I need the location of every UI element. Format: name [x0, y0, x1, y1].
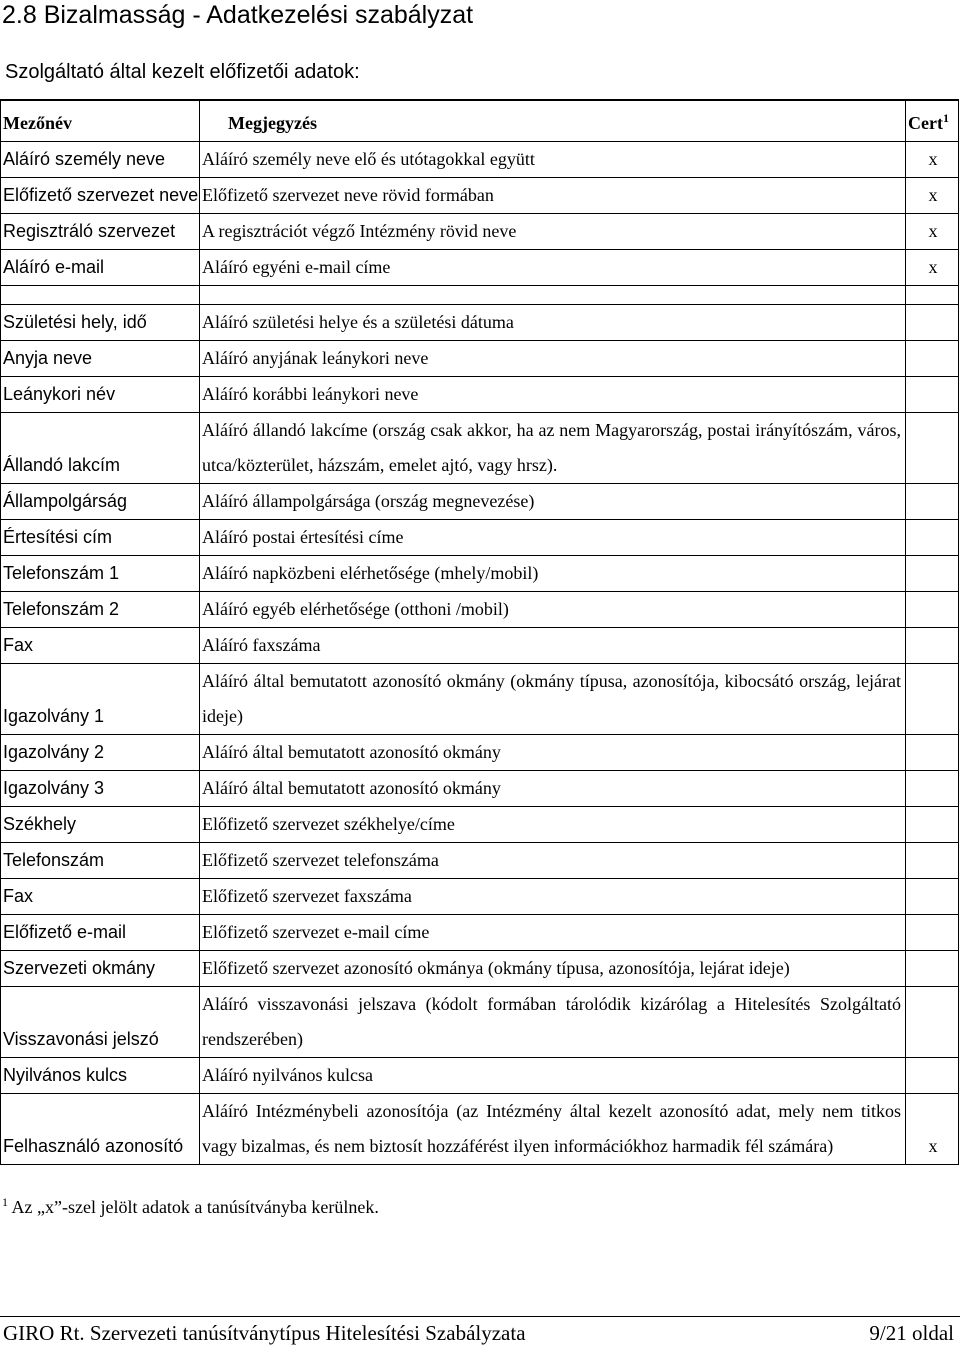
table-row [1, 628, 959, 664]
field-note-cell: Előfizető szervezet neve rövid formában [200, 178, 906, 214]
field-name-cell: Értesítési cím [1, 520, 200, 556]
column-header-cert: Cert$^1$ [906, 100, 959, 142]
field-name-cell: Állampolgárság [1, 484, 200, 520]
field-note-cell: Aláíró által bemutatott azonosító okmány [200, 771, 906, 807]
footer-divider [0, 1316, 960, 1317]
field-note-cell: Aláíró visszavonási jelszava (kódolt formában tárolódik kizárólag a Hitelesítés Szolgáltató rendszerében) [200, 987, 906, 1058]
field-name-cell: Aláíró e-mail [1, 250, 200, 286]
field-name-cell: Telefonszám 1 [1, 556, 200, 592]
cert-flag-cell [906, 377, 959, 413]
table-row [1, 592, 959, 628]
field-name-cell: Aláíró személy neve [1, 142, 200, 178]
cert-flag-cell [906, 484, 959, 520]
table-row [1, 915, 959, 951]
cert-flag-cell [906, 987, 959, 1058]
footnote-marker: 1 [2, 1195, 8, 1209]
cert-flag-cell [906, 556, 959, 592]
table-row [1, 1058, 959, 1094]
table-row [1, 413, 959, 484]
field-note-cell: Aláíró állandó lakcíme (ország csak akkor, ha az nem Magyarország, postai irányítószám, város, utca/közterület, házszám, emelet ajtó, vagy hrsz). [200, 413, 906, 484]
footer-document-title: GIRO Rt. Szervezeti tanúsítványtípus Hitelesítési Szabályzata [3, 1321, 526, 1345]
table-row [1, 843, 959, 879]
field-name-cell: Regisztráló szervezet [1, 214, 200, 250]
field-note-cell: Előfizető szervezet telefonszáma [200, 843, 906, 879]
field-name-cell: Születési hely, idő [1, 305, 200, 341]
field-name-cell: Telefonszám 2 [1, 592, 200, 628]
field-name-cell: Székhely [1, 807, 200, 843]
field-note-cell: Aláíró személy neve elő és utótagokkal együtt [200, 142, 906, 178]
table-row [1, 771, 959, 807]
table-spacer-row [1, 286, 959, 305]
field-name-cell: Fax [1, 879, 200, 915]
field-name-cell: Telefonszám [1, 843, 200, 879]
field-name-cell: Igazolvány 2 [1, 735, 200, 771]
field-note-cell: Előfizető szervezet e-mail címe [200, 915, 906, 951]
field-note-cell: Aláíró egyéb elérhetősége (otthoni /mobil) [200, 592, 906, 628]
table-row [1, 556, 959, 592]
cert-flag-cell: x [906, 1094, 959, 1165]
table-row [1, 735, 959, 771]
data-fields-table [0, 99, 959, 1165]
cert-flag-cell [906, 305, 959, 341]
footnote-text: Az „x”-szel jelölt adatok a tanúsítványba kerülnek. [11, 1197, 379, 1217]
footer-page-number: 9/21 oldal [869, 1321, 954, 1345]
table-row [1, 377, 959, 413]
table-row [1, 341, 959, 377]
field-name-cell: Szervezeti okmány [1, 951, 200, 987]
field-note-cell: Aláíró napközbeni elérhetősége (mhely/mobil) [200, 556, 906, 592]
field-name-cell: Anyja neve [1, 341, 200, 377]
cert-flag-cell: x [906, 178, 959, 214]
field-note-cell: Aláíró Intézménybeli azonosítója (az Intézmény által kezelt azonosító adat, mely nem titkos vagy bizalmas, és nem biztosít hozzáférést ilyen információkhoz harmadik fél számára) [200, 1094, 906, 1165]
table-row [1, 520, 959, 556]
field-name-cell: Állandó lakcím [1, 413, 200, 484]
cert-flag-cell [906, 915, 959, 951]
field-name-cell: Nyilvános kulcs [1, 1058, 200, 1094]
cert-flag-cell [906, 520, 959, 556]
field-name-cell: Leánykori név [1, 377, 200, 413]
table-row [1, 664, 959, 735]
section-subtitle: Szolgáltató által kezelt előfizetői adatok: [5, 61, 360, 83]
table-row [1, 987, 959, 1058]
field-note-cell: Aláíró állampolgársága (ország megnevezése) [200, 484, 906, 520]
cert-flag-cell [906, 771, 959, 807]
cert-flag-cell [906, 413, 959, 484]
field-note-cell: Aláíró nyilvános kulcsa [200, 1058, 906, 1094]
field-note-cell: Aláíró postai értesítési címe [200, 520, 906, 556]
field-note-cell: A regisztrációt végző Intézmény rövid neve [200, 214, 906, 250]
cert-flag-cell [906, 628, 959, 664]
field-name-cell: Előfizető szervezet neve [1, 178, 200, 214]
field-name-cell: Visszavonási jelszó [1, 987, 200, 1058]
field-note-cell: Aláíró által bemutatott azonosító okmány [200, 735, 906, 771]
column-header-field: Mezőnév [1, 100, 200, 142]
cert-flag-cell [906, 879, 959, 915]
table-row [1, 484, 959, 520]
cert-flag-cell [906, 951, 959, 987]
table-header-row [1, 100, 959, 142]
field-note-cell: Aláíró faxszáma [200, 628, 906, 664]
cert-flag-cell: x [906, 214, 959, 250]
field-name-cell: Felhasználó azonosító [1, 1094, 200, 1165]
table-row [1, 178, 959, 214]
page-title: 2.8 Bizalmasság - Adatkezelési szabályzat [2, 1, 474, 29]
table-row [1, 214, 959, 250]
field-note-cell: Aláíró egyéni e-mail címe [200, 250, 906, 286]
cert-flag-cell: x [906, 250, 959, 286]
table-row [1, 879, 959, 915]
table-row [1, 1094, 959, 1165]
cert-flag-cell [906, 807, 959, 843]
footnote [2, 1190, 379, 1219]
cert-flag-cell [906, 592, 959, 628]
cert-flag-cell: x [906, 142, 959, 178]
table-row [1, 807, 959, 843]
cert-flag-cell [906, 735, 959, 771]
field-name-cell: Igazolvány 1 [1, 664, 200, 735]
field-note-cell: Előfizető szervezet faxszáma [200, 879, 906, 915]
cert-flag-cell [906, 341, 959, 377]
table-row [1, 250, 959, 286]
field-name-cell: Fax [1, 628, 200, 664]
field-note-cell: Előfizető szervezet azonosító okmánya (okmány típusa, azonosítója, lejárat ideje) [200, 951, 906, 987]
cert-flag-cell [906, 843, 959, 879]
cert-flag-cell [906, 664, 959, 735]
table-row [1, 305, 959, 341]
column-header-note: Megjegyzés [200, 100, 906, 142]
field-name-cell: Igazolvány 3 [1, 771, 200, 807]
field-note-cell: Aláíró anyjának leánykori neve [200, 341, 906, 377]
field-note-cell: Aláíró által bemutatott azonosító okmány (okmány típusa, azonosítója, kibocsátó ország, lejárat ideje) [200, 664, 906, 735]
cert-flag-cell [906, 1058, 959, 1094]
table-row [1, 142, 959, 178]
field-note-cell: Előfizető szervezet székhelye/címe [200, 807, 906, 843]
table-row [1, 951, 959, 987]
field-note-cell: Aláíró korábbi leánykori neve [200, 377, 906, 413]
field-name-cell: Előfizető e-mail [1, 915, 200, 951]
field-note-cell: Aláíró születési helye és a születési dátuma [200, 305, 906, 341]
